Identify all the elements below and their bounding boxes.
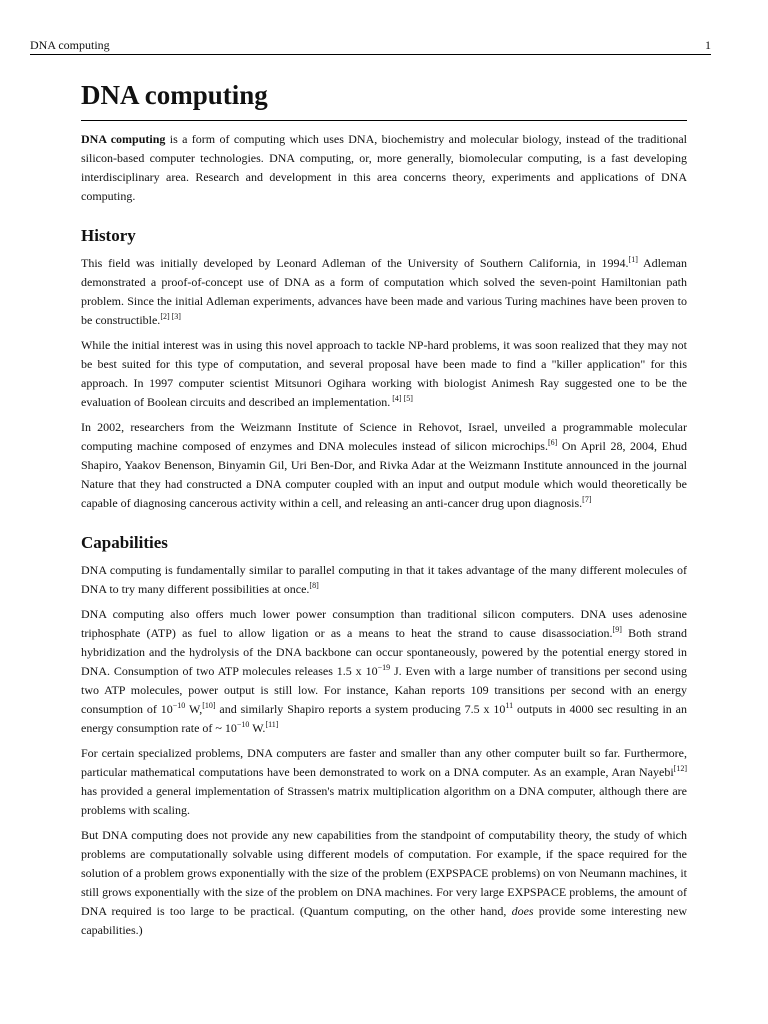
intro-text: is a form of computing which uses DNA, biochemistry and molecular biology, instead of the traditional silicon-based computer technologies. DNA computing, or, more generally, biomolecular computing, is a fast developing interdisciplinary area. Research and development in this area concerns theory, experiments and applications of DNA computing. (81, 132, 687, 203)
text-run: and similarly Shapiro reports a system producing 7.5 x 10 (215, 702, 506, 716)
intro-paragraph (81, 130, 687, 206)
page-number: 1 (705, 38, 711, 52)
citation-link[interactable]: [10] (202, 701, 216, 710)
page-title: DNA computing (81, 78, 687, 121)
citation-link[interactable]: [1] (628, 255, 638, 264)
exponent: −10 (236, 720, 250, 729)
running-title: DNA computing (30, 38, 110, 52)
citation-link[interactable]: [8] (309, 581, 319, 590)
text-run: W. (249, 721, 266, 735)
text-run: For certain specialized problems, DNA computers are faster and smaller than any other computer built so far. Furthermore, particular mathematical computations have been demonstrated to work on a DNA computer. As an example, Aran Nayebi (81, 746, 687, 779)
running-header (30, 38, 711, 55)
citation-link[interactable]: [7] (582, 495, 592, 504)
capabilities-paragraph-4 (81, 826, 687, 940)
text-run: DNA computing also offers much lower power consumption than traditional silicon computers. DNA uses adenosine triphosphate (ATP) as fuel to allow ligation or as a means to heat the strand to cause disassociation. (81, 607, 687, 640)
history-paragraph-3 (81, 418, 687, 513)
text-run: W, (185, 702, 203, 716)
exponent: −19 (377, 663, 391, 672)
text-run: But DNA computing does not provide any new capabilities from the standpoint of computability theory, the study of which problems are computationally solvable using different models of computation. For example, if the space required for the solution of a problem grows exponentially with the size of the problem (EXPSPACE problems) on von Neumann machines, it still grows exponentially with the size of the problem on DNA machines. For very large EXPSPACE problems, the amount of DNA required is too large to be practical. (Quantum computing, on the other hand, (81, 828, 687, 918)
citation-link[interactable]: [2] [3] (160, 312, 181, 321)
text-run: This field was initially developed by Leonard Adleman of the University of Southern California, in 1994. (81, 256, 629, 270)
history-paragraph-2 (81, 336, 687, 412)
capabilities-paragraph-1 (81, 561, 687, 599)
text-run: Adleman demonstrated a proof-of-concept use of DNA as a form of computation which solved the seven-point Hamiltonian path problem. Since the initial Adleman experiments, advances have been made and various Turing machines have been proven to be constructible. (81, 256, 687, 327)
text-run: On April 28, 2004, Ehud Shapiro, Yaakov Benenson, Binyamin Gil, Uri Ben-Dor, and Rivka Adar at the Weizmann Institute announced in the journal Nature that they had constructed a DNA computer coupled with an input and output module which would theoretically be capable of diagnosing cancerous activity within a cell, and releasing an anti-cancer drug upon diagnosis. (81, 439, 687, 510)
capabilities-paragraph-3 (81, 744, 687, 820)
text-run: While the initial interest was in using this novel approach to tackle NP-hard problems, it was soon realized that they may not be best suited for this type of computation, and several proposal have been made to find a "killer application" for this approach. In 1997 computer scientist Mitsunori Ogihara working with biologist Animesh Ray suggested one to be the evaluation of Boolean circuits and described an implementation. (81, 338, 687, 409)
history-paragraph-1 (81, 254, 687, 330)
article-body (81, 78, 687, 946)
exponent: −10 (172, 701, 186, 710)
text-run: J. Even with a large number of transitions per second using two ATP molecules, power output is still low. For instance, Kahan reports 109 transitions per second with an energy consumption of 10 (81, 664, 687, 716)
citation-link[interactable]: [6] (547, 438, 558, 447)
text-run: outputs in 4000 sec resulting in an energy consumption rate of ~ 10 (81, 702, 687, 735)
emphasis: does (511, 904, 534, 918)
text-run: has provided a general implementation of Strassen's matrix multiplication algorithm on a DNA computer, although there are problems with scaling. (81, 784, 687, 817)
intro-bold-term: DNA computing (81, 132, 166, 146)
citation-link[interactable]: [11] (265, 720, 279, 729)
text-run: DNA computing is fundamentally similar to parallel computing in that it takes advantage of the many different molecules of DNA to try many different possibilities at once. (81, 563, 687, 596)
text-run: In 2002, researchers from the Weizmann Institute of Science in Rehovot, Israel, unveiled a programmable molecular computing machine composed of enzymes and DNA molecules instead of silicon microchips. (81, 420, 687, 453)
text-run: provide some interesting new capabilities.) (81, 904, 687, 937)
citation-link[interactable]: [9] (612, 625, 622, 634)
citation-link[interactable]: [4] [5] (390, 394, 413, 403)
section-heading-capabilities: Capabilities (81, 533, 168, 552)
capabilities-paragraph-2 (81, 605, 687, 738)
citation-link[interactable]: [12] (673, 764, 687, 773)
text-run: Both strand hybridization and the hydrolysis of the DNA backbone can occur spontaneously, powered by the potential energy stored in DNA. Consumption of two ATP molecules releases 1.5 x 10 (81, 626, 687, 678)
section-heading-history: History (81, 226, 136, 245)
exponent: 11 (505, 701, 514, 710)
